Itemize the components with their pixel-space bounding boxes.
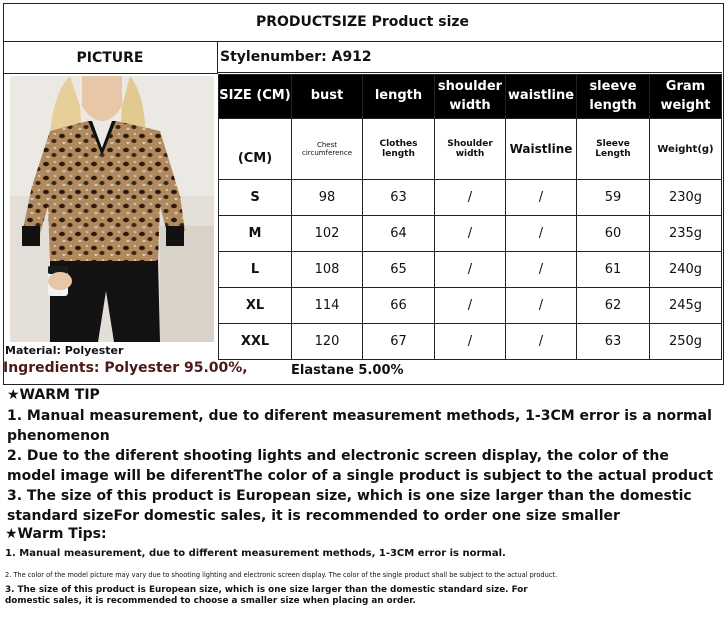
ingredients-text: Ingredients: Polyester 95.00%,	[3, 360, 248, 376]
waist-cell: /	[506, 252, 577, 288]
small-tip-2: 2. The color of the model picture may vary due to shooting lighting and electronic screen display. The color of the single product shall be subject to the actual product.	[5, 571, 558, 579]
sleeve-cell: 62	[577, 288, 650, 324]
waist-cell: /	[506, 216, 577, 252]
tip-2: 2. Due to the diferent shooting lights and electronic screen display, the color of the model image will be diferentThe color of a single product is subject to the actual product	[7, 448, 714, 484]
header-shoulder-width: shoulder width	[435, 75, 506, 119]
subheader-clothes-length: Clothes length	[363, 119, 435, 180]
bust-cell: 108	[292, 252, 363, 288]
weight-cell: 230g	[650, 180, 722, 216]
bust-cell: 98	[292, 180, 363, 216]
small-tip-3: 3. The size of this product is European size, which is one size larger than the domestic standard size. For domestic sales, it is recommended to choose a smaller size when placing an order.	[5, 585, 528, 606]
table-row	[219, 324, 722, 360]
size-cell: M	[219, 216, 292, 252]
shoulder-cell: /	[435, 180, 506, 216]
shoulder-cell: /	[435, 252, 506, 288]
waist-cell: /	[506, 180, 577, 216]
subheader-shoulder: Shoulder width	[435, 119, 506, 180]
material-text: Material: Polyester	[5, 344, 124, 357]
size-cell: XL	[219, 288, 292, 324]
elastane-text: Elastane 5.00%	[291, 363, 404, 378]
size-table	[218, 74, 722, 360]
sleeve-cell: 63	[577, 324, 650, 360]
sleeve-cell: 60	[577, 216, 650, 252]
shoulder-cell: /	[435, 324, 506, 360]
shoulder-cell: /	[435, 216, 506, 252]
length-cell: 64	[363, 216, 435, 252]
warm-tip-heading: ★WARM TIP	[7, 387, 100, 403]
bust-cell: 120	[292, 324, 363, 360]
bust-cell: 102	[292, 216, 363, 252]
header-size: SIZE (CM)	[219, 75, 292, 119]
size-cell: XXL	[219, 324, 292, 360]
bust-cell: 114	[292, 288, 363, 324]
weight-cell: 240g	[650, 252, 722, 288]
length-cell: 63	[363, 180, 435, 216]
header-sleeve-length: sleeve length	[577, 75, 650, 119]
length-cell: 66	[363, 288, 435, 324]
small-tip-1: 1. Manual measurement, due to different measurement methods, 1-3CM error is normal.	[5, 548, 506, 559]
header-length: length	[363, 75, 435, 119]
size-cell: S	[219, 180, 292, 216]
subheader-waistline: Waistline	[506, 119, 577, 180]
model-illustration	[10, 76, 214, 342]
size-cell: L	[219, 252, 292, 288]
picture-label: PICTURE	[3, 42, 218, 74]
sleeve-cell: 59	[577, 180, 650, 216]
weight-cell: 250g	[650, 324, 722, 360]
waist-cell: /	[506, 288, 577, 324]
header-waistline: waistline	[506, 75, 577, 119]
subheader-chest: Chest circumference	[292, 119, 363, 180]
sleeve-cell: 61	[577, 252, 650, 288]
table-row	[219, 180, 722, 216]
style-number-label: Stylenumber: A912	[218, 42, 722, 73]
subheader-weight: Weight(g)	[650, 119, 722, 180]
tip-1: 1. Manual measurement, due to diferent measurement methods, 1-3CM error is a normal phenomenon	[7, 408, 712, 444]
subheader-sleeve: Sleeve Length	[577, 119, 650, 180]
table-row	[219, 216, 722, 252]
table-header-row	[219, 75, 722, 119]
length-cell: 67	[363, 324, 435, 360]
page-title: PRODUCTSIZE Product size	[3, 3, 722, 42]
length-cell: 65	[363, 252, 435, 288]
subheader-cm: (CM)	[219, 119, 292, 180]
waist-cell: /	[506, 324, 577, 360]
weight-cell: 245g	[650, 288, 722, 324]
tip-3: 3. The size of this product is European size, which is one size larger than the domestic standard sizeFor domestic sales, it is recommended to order one size smaller	[7, 488, 692, 524]
header-bust: bust	[292, 75, 363, 119]
warm-tips-heading: ★Warm Tips:	[5, 526, 107, 542]
table-subheader-row	[219, 119, 722, 180]
weight-cell: 235g	[650, 216, 722, 252]
table-row	[219, 252, 722, 288]
product-photo	[10, 76, 214, 342]
table-row	[219, 288, 722, 324]
header-gram-weight: Gram weight	[650, 75, 722, 119]
shoulder-cell: /	[435, 288, 506, 324]
